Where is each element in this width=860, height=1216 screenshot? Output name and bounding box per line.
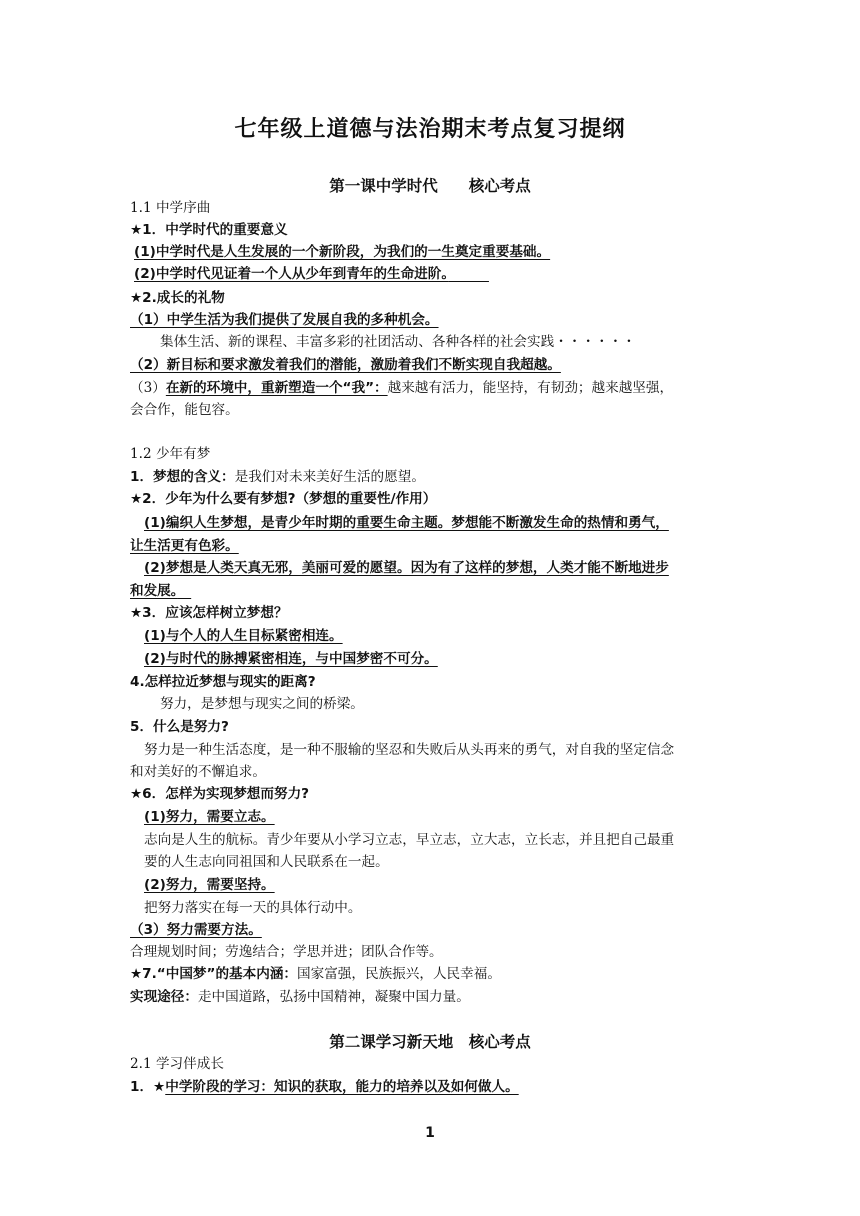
answer-1-2-1: 是我们对未来美好生活的愿望。 <box>234 469 425 485</box>
question-2-1-1-prefix: 1．★ <box>130 1079 166 1095</box>
answer-1-1-1-b: (2)中学时代见证着一个人从少年到青年的生命进阶。 <box>134 266 449 282</box>
question-1-2-1-label: 1．梦想的含义： <box>130 469 235 485</box>
answer-1-1-2-c-rest: 越来越有活力，能坚持，有韧劲；越来越坚强， <box>387 380 674 396</box>
answer-1-2-6-a: (1)努力，需要立志。 <box>144 809 275 825</box>
answer-1-2-6-a-l2: 要的人生志向同祖国和人民联系在一起。 <box>144 854 389 870</box>
document-title: 七年级上道德与法治期末考点复习提纲 <box>234 117 626 142</box>
answer-1-2-2-b-l1: (2)梦想是人类天真无邪，美丽可爱的愿望。因为有了这样的梦想，人类才能不断地进步 <box>144 560 669 576</box>
question-1-2-7-label: ★7.“中国梦”的基本内涵： <box>130 966 298 982</box>
lesson1-heading: 第一课中学时代 核心考点 <box>329 177 531 195</box>
section-1-1-heading: 1.1 中学序曲 <box>130 200 211 216</box>
answer-1-2-6-b-text: 把努力落实在每一天的具体行动中。 <box>144 900 362 916</box>
answer-1-1-2-c-key: 在新的环境中，重新塑造一个“我”： <box>165 380 388 396</box>
section-1-2-heading: 1.2 少年有梦 <box>130 446 211 462</box>
answer-1-1-2-b: （2）新目标和要求激发着我们的潜能，激励着我们不断实现自我超越。 <box>130 357 561 373</box>
answer-1-1-2-a-note: 集体生活、新的课程、丰富多彩的社团活动、各种各样的社会实践・・・・・・ <box>160 334 636 350</box>
answer-1-2-6-b: (2)努力，需要坚持。 <box>144 877 275 893</box>
page-number: 1 <box>425 1125 435 1141</box>
answer-1-2-4: 努力，是梦想与现实之间的桥梁。 <box>160 696 364 712</box>
answer-1-2-7: 国家富强，民族振兴，人民幸福。 <box>297 966 501 982</box>
question-1-2-8-label: 实现途径： <box>130 989 198 1005</box>
answer-1-1-2-a: （1）中学生活为我们提供了发展自我的多种机会。 <box>130 312 439 328</box>
answer-1-2-3-a: (1)与个人的人生目标紧密相连。 <box>144 628 343 644</box>
question-1-2-5: 5．什么是努力? <box>130 719 229 735</box>
answer-1-1-2-c-prefix: （3） <box>130 380 166 396</box>
question-1-1-1: ★1．中学时代的重要意义 <box>130 222 288 238</box>
answer-1-2-5-l2: 和对美好的不懈追求。 <box>130 764 266 780</box>
question-1-2-6: ★6．怎样为实现梦想而努力? <box>130 786 310 802</box>
answer-1-2-2-b-l2: 和发展。 <box>130 583 178 599</box>
answer-1-2-6-c-text: 合理规划时间；劳逸结合；学思并进；团队合作等。 <box>130 944 443 960</box>
question-1-2-3: ★3．应该怎样树立梦想？ <box>130 605 288 621</box>
answer-1-1-2-c-rest2: 会合作，能包容。 <box>130 402 239 418</box>
question-1-1-2: ★2.成长的礼物 <box>130 290 225 306</box>
answer-1-2-2-a-l1: (1)编织人生梦想，是青少年时期的重要生命主题。梦想能不断激发生命的热情和勇气， <box>144 515 669 531</box>
lesson2-heading: 第二课学习新天地 核心考点 <box>329 1033 531 1051</box>
answer-1-2-3-b: (2)与时代的脉搏紧密相连，与中国梦密不可分。 <box>144 651 438 667</box>
answer-1-2-6-c: （3）努力需要方法。 <box>130 922 262 938</box>
answer-1-2-5-l1: 努力是一种生活态度，是一种不服输的坚忍和失败后从头再来的勇气，对自我的坚定信念 <box>144 742 675 758</box>
answer-1-2-2-a-l2: 让生活更有色彩。 <box>130 538 239 554</box>
section-2-1-heading: 2.1 学习伴成长 <box>130 1056 224 1072</box>
question-1-2-2: ★2．少年为什么要有梦想?（梦想的重要性/作用） <box>130 491 437 507</box>
answer-1-2-6-a-l1: 志向是人生的航标。青少年要从小学习立志，早立志，立大志，立长志，并且把自己最重 <box>144 832 675 848</box>
question-1-2-4: 4.怎样拉近梦想与现实的距离? <box>130 674 316 690</box>
answer-1-1-1-a: (1)中学时代是人生发展的一个新阶段，为我们的一生奠定重要基础。 <box>134 244 551 260</box>
answer-2-1-1: 中学阶段的学习：知识的获取，能力的培养以及如何做人。 <box>165 1079 519 1095</box>
answer-1-2-8: 走中国道路，弘扬中国精神，凝聚中国力量。 <box>197 989 470 1005</box>
